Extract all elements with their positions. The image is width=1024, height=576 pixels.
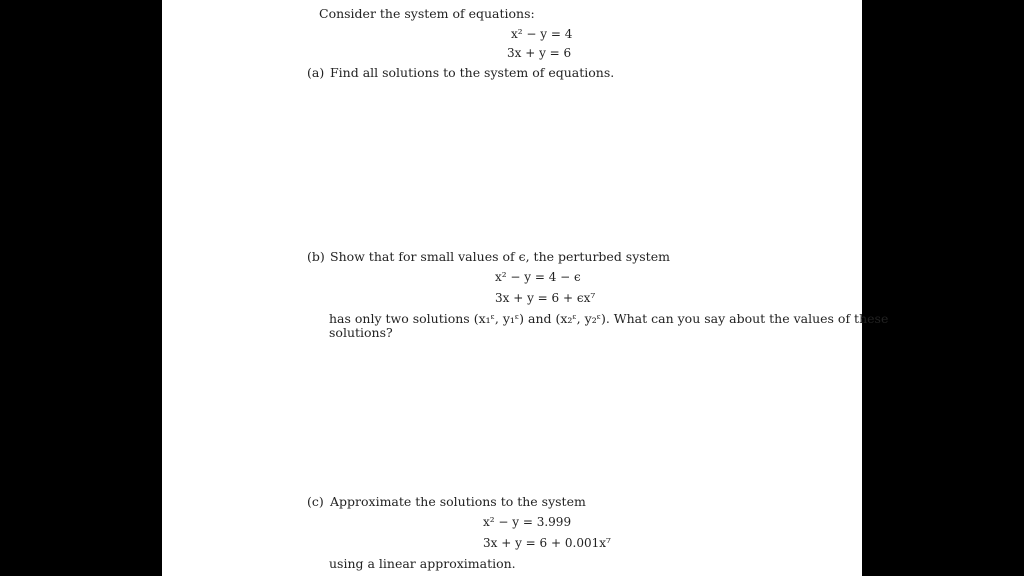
part-c-label: (c): [307, 494, 324, 509]
perturbed-equation-2: 3x + y = 6 + ϵx⁷: [495, 291, 596, 305]
approx-equation-2: 3x + y = 6 + 0.001x⁷: [483, 536, 611, 550]
equation-2: 3x + y = 6: [507, 46, 572, 60]
part-a-label: (a): [307, 65, 325, 80]
part-b-body-line-1: has only two solutions (x₁ᵋ, y₁ᵋ) and (x₂ᵋ, y₂ᵋ). What can you say about the values of these: [329, 311, 889, 326]
part-b-body-line-2: solutions?: [329, 325, 393, 340]
part-c-text: Approximate the solutions to the system: [330, 494, 586, 509]
part-b-text: Show that for small values of ϵ, the perturbed system: [330, 249, 670, 264]
part-c-after-text: using a linear approximation.: [329, 556, 516, 571]
part-a-text: Find all solutions to the system of equations.: [330, 65, 615, 80]
equation-1: x² − y = 4: [511, 27, 573, 41]
approx-equation-1: x² − y = 3.999: [483, 515, 572, 529]
part-b-label: (b): [307, 249, 325, 264]
perturbed-equation-1: x² − y = 4 − ϵ: [495, 270, 581, 284]
intro-text: Consider the system of equations:: [319, 6, 535, 21]
document-page: [162, 0, 889, 576]
